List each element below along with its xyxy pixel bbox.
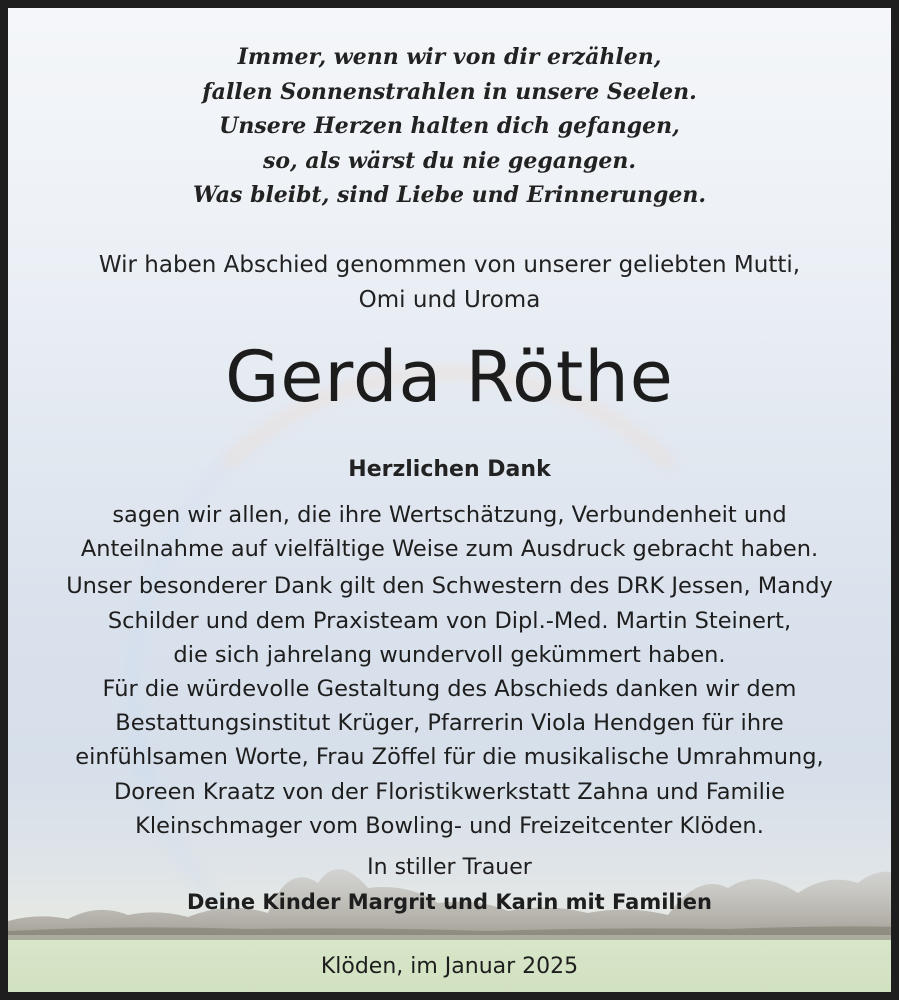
deceased-name: Gerda Röthe [225,336,674,418]
thanks-line: Schilder und dem Praxisteam von Dipl.-Med. Martin Steinert, [107,607,792,634]
thanks-line: sagen wir allen, die ihre Wertschätzung, Verbundenheit und [112,502,787,528]
thanks-line: Doreen Kraatz von der Floristikwerkstatt Zahna und Familie [113,778,786,805]
place-date: Klöden, im Januar 2025 [320,954,579,979]
poem [8,40,891,213]
thanks-line: Für die würdevolle Gestaltung des Abschieds danken wir dem [102,676,797,703]
thanks-line: Kleinschmager vom Bowling- und Freizeitcenter Klöden. [135,812,764,839]
thanks-text [8,498,891,843]
thanks-line: Anteilnahme auf vielfältige Weise zum Ausdruck gebracht haben. [80,536,819,563]
poem-line: so, als wärst du nie gegangen. [262,147,637,174]
intro-line: Omi und Uroma [358,287,541,313]
poem-line: Unsere Herzen halten dich gefangen, [219,113,680,139]
thanks-line: Unser besonderer Dank gilt den Schwestern des DRK Jessen, Mandy [66,573,833,600]
poem-line: Immer, wenn wir von dir erzählen, [237,44,662,70]
thanks-line: einfühlsamen Worte, Frau Zöffel für die musikalische Umrahmung, [75,744,824,771]
mourning-line: In stiller Trauer [367,855,532,880]
thanks-line: Bestattungsinstitut Krüger, Pfarrerin Viola Hendgen für ihre [115,710,784,737]
poem-line: fallen Sonnenstrahlen in unsere Seelen. [202,78,697,105]
thanks-line: die sich jahrelang wundervoll gekümmert haben. [173,641,726,668]
intro-text [8,248,891,318]
poem-line: Was bleibt, sind Liebe und Erinnerungen. [192,182,707,208]
thanks-heading: Herzlichen Dank [348,457,551,482]
family-signature: Deine Kinder Margrit und Karin mit Familien [187,890,712,914]
intro-line: Wir haben Abschied genommen von unserer geliebten Mutti, [98,252,801,278]
